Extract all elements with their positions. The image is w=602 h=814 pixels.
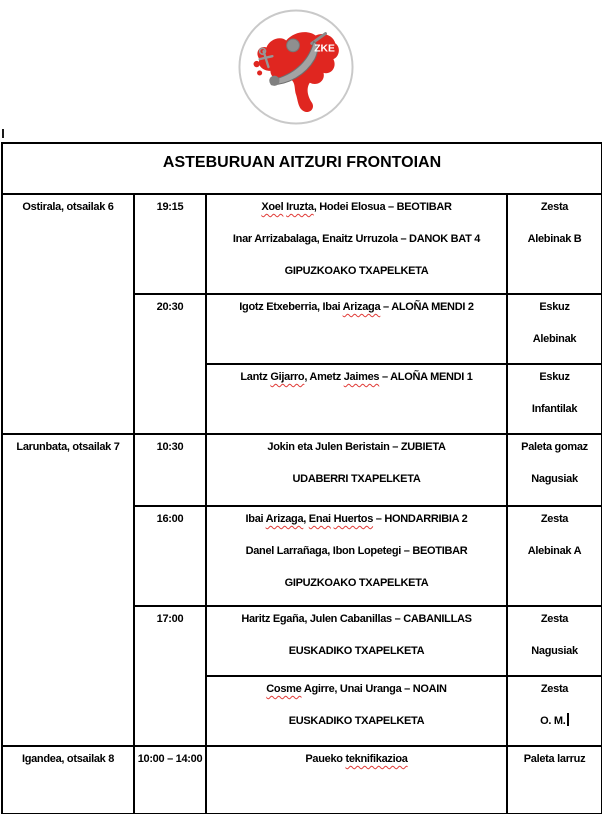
match-line: UDABERRI TXAPELKETA <box>292 473 421 485</box>
category-line: Nagusiak <box>531 473 578 485</box>
category-line: Eskuz <box>539 371 570 383</box>
misspelled-word: Huertos <box>333 513 374 525</box>
club-logo <box>237 8 355 126</box>
schedule-row <box>2 434 602 506</box>
category-cell[interactable] <box>507 294 602 364</box>
match-cell[interactable] <box>206 746 507 814</box>
schedule-table <box>1 142 602 814</box>
match-cell[interactable] <box>206 294 507 364</box>
category-cell[interactable] <box>507 364 602 434</box>
schedule-row <box>2 746 602 814</box>
misspelled-word: Enai <box>308 513 331 525</box>
category-line: Alebinak A <box>527 545 582 557</box>
match-line: Igotz Etxeberria, Ibai Arizaga – ALOÑA MENDI 2 <box>239 301 474 313</box>
day-label: Igandea, otsailak 8 <box>21 753 115 765</box>
match-line: Lantz Gijarro, Ametz Jaimes – ALOÑA MENDI 1 <box>240 371 473 383</box>
day-cell[interactable] <box>2 194 134 434</box>
pocket-ball-icon <box>269 76 279 86</box>
time-cell[interactable] <box>134 294 206 434</box>
logo-text-zke: ZKE <box>314 43 335 55</box>
day-label: Larunbata, otsailak 7 <box>16 441 120 453</box>
misspelled-word: Gijarro <box>270 371 305 383</box>
map-west-fragment <box>257 70 262 75</box>
time-label: 19:15 <box>156 201 184 213</box>
title-row <box>2 143 602 194</box>
category-cell[interactable] <box>507 746 602 814</box>
category-cell[interactable] <box>507 434 602 506</box>
day-cell[interactable] <box>2 434 134 746</box>
match-cell[interactable] <box>206 434 507 506</box>
match-line: Xoel Iruzta, Hodei Elosua – BEOTIBAR <box>261 201 452 213</box>
day-label: Ostirala, otsailak 6 <box>22 201 114 213</box>
schedule-row <box>2 194 602 294</box>
misspelled-word: teknifikazioa <box>345 753 408 765</box>
match-cell[interactable] <box>206 506 507 606</box>
misspelled-word: Jaimes <box>343 371 380 383</box>
time-cell[interactable] <box>134 606 206 746</box>
category-cell[interactable] <box>507 676 602 746</box>
day-cell[interactable] <box>2 746 134 814</box>
pelota-ball-icon <box>287 39 300 52</box>
match-cell[interactable] <box>206 194 507 294</box>
misspelled-word: Cosme <box>266 683 302 695</box>
category-line: Infantilak <box>531 403 578 415</box>
match-cell[interactable] <box>206 364 507 434</box>
match-line: EUSKADIKO TXAPELKETA <box>288 645 425 657</box>
category-line: Alebinak <box>532 333 577 345</box>
text-cursor <box>567 713 569 726</box>
match-line: Haritz Egaña, Julen Cabanillas – CABANILLAS <box>241 613 472 625</box>
match-line: Ibai Arizaga, Enai Huertos – HONDARRIBIA 2 <box>245 513 468 525</box>
match-line: Cosme Agirre, Unai Uranga – NOAIN <box>266 683 447 695</box>
misspelled-word: Iruzta <box>286 201 314 213</box>
time-label: 10:00 – 14:00 <box>137 753 203 765</box>
time-cell[interactable] <box>134 194 206 294</box>
time-cell[interactable] <box>134 746 206 814</box>
category-line: Zesta <box>540 201 569 213</box>
category-line: Eskuz <box>539 301 570 313</box>
category-line: Zesta <box>540 513 569 525</box>
match-cell[interactable] <box>206 606 507 676</box>
match-line: GIPUZKOAKO TXAPELKETA <box>284 577 429 589</box>
category-line: Zesta <box>540 613 569 625</box>
misspelled-word: Xoel <box>261 201 284 213</box>
match-line: Danel Larrañaga, Ibon Lopetegi – BEOTIBAR <box>245 545 468 557</box>
category-line: O. M. <box>510 711 599 743</box>
title-cell[interactable] <box>2 143 602 194</box>
misspelled-word: Arizaga <box>265 513 304 525</box>
category-line: Nagusiak <box>531 645 578 657</box>
match-line: Jokin eta Julen Beristain – ZUBIETA <box>267 441 446 453</box>
time-cell[interactable] <box>134 434 206 506</box>
category-line: Paleta gomaz <box>521 441 588 453</box>
time-label: 20:30 <box>156 301 184 313</box>
match-cell[interactable] <box>206 676 507 746</box>
match-line: Inar Arrizabalaga, Enaitz Urruzola – DANOK BAT 4 <box>232 233 481 245</box>
match-line: GIPUZKOAKO TXAPELKETA <box>284 265 429 277</box>
stray-border-mark <box>2 129 4 138</box>
match-line: Paueko teknifikazioa <box>305 753 408 765</box>
time-label: 16:00 <box>156 513 184 525</box>
match-line: EUSKADIKO TXAPELKETA <box>288 715 425 727</box>
time-cell[interactable] <box>134 506 206 606</box>
map-west-fragment <box>254 61 260 67</box>
category-cell[interactable] <box>507 506 602 606</box>
time-label: 17:00 <box>156 613 184 625</box>
time-label: 10:30 <box>156 441 184 453</box>
category-cell[interactable] <box>507 194 602 294</box>
misspelled-word: Arizaga <box>342 301 381 313</box>
page-title: ASTEBURUAN AITZURI FRONTOIAN <box>162 154 442 171</box>
category-cell[interactable] <box>507 606 602 676</box>
category-line: Alebinak B <box>527 233 582 245</box>
category-line: Paleta larruz <box>523 753 586 765</box>
category-line: Zesta <box>540 683 569 695</box>
